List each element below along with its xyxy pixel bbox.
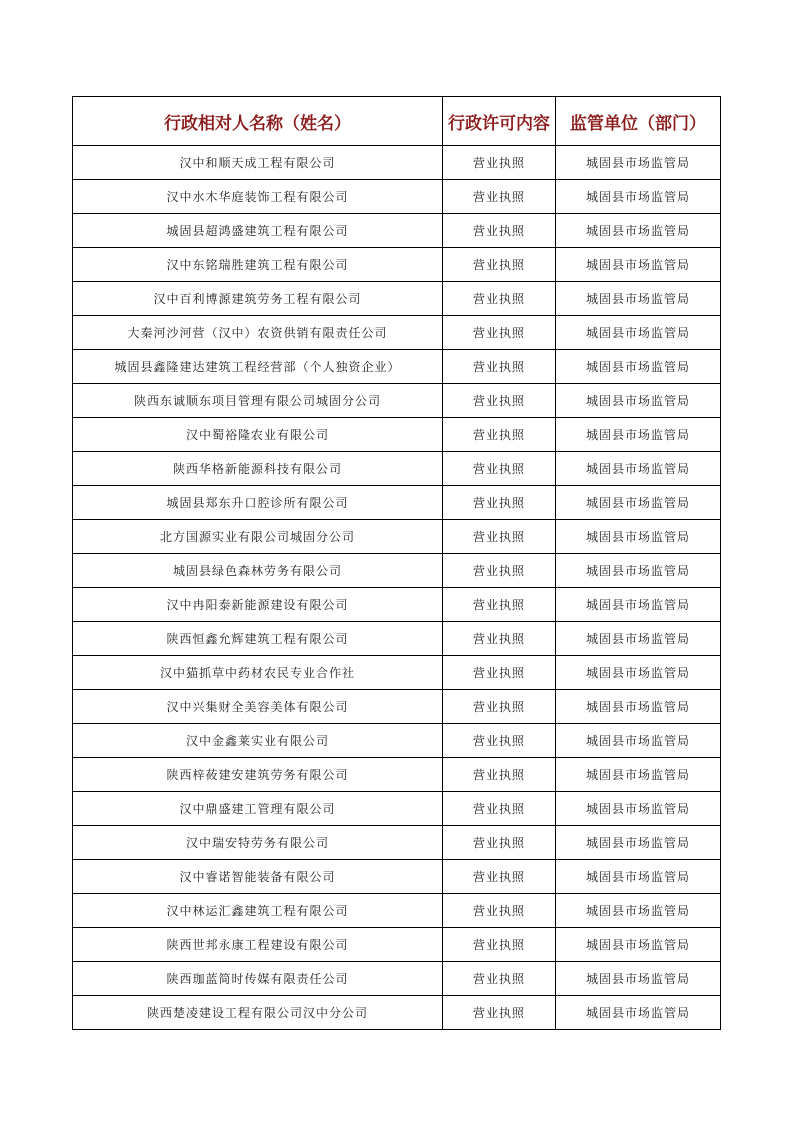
license-content-cell: 营业执照: [443, 180, 556, 214]
license-content-cell: 营业执照: [443, 316, 556, 350]
table-row: [73, 282, 721, 316]
entity-name-cell: 汉中睿诺智能装备有限公司: [73, 860, 443, 894]
license-content-cell: 营业执照: [443, 826, 556, 860]
supervising-unit-cell: 城固县市场监管局: [556, 180, 721, 214]
license-content-cell: 营业执照: [443, 418, 556, 452]
entity-name-cell: 陕西世邦永康工程建设有限公司: [73, 928, 443, 962]
supervising-unit-cell: 城固县市场监管局: [556, 214, 721, 248]
license-content-cell: 营业执照: [443, 724, 556, 758]
license-content-cell: 营业执照: [443, 520, 556, 554]
supervising-unit-cell: 城固县市场监管局: [556, 928, 721, 962]
entity-name-cell: 陕西恒鑫允辉建筑工程有限公司: [73, 622, 443, 656]
table-row: [73, 214, 721, 248]
entity-name-cell: 汉中东铭瑞胜建筑工程有限公司: [73, 248, 443, 282]
license-content-cell: 营业执照: [443, 350, 556, 384]
entity-name-cell: 城固县绿色森林劳务有限公司: [73, 554, 443, 588]
supervising-unit-cell: 城固县市场监管局: [556, 452, 721, 486]
header-license-content: 行政许可内容: [443, 97, 556, 146]
table-row: [73, 384, 721, 418]
license-content-cell: 营业执照: [443, 282, 556, 316]
table-row: [73, 316, 721, 350]
supervising-unit-cell: 城固县市场监管局: [556, 282, 721, 316]
supervising-unit-cell: 城固县市场监管局: [556, 758, 721, 792]
entity-name-cell: 汉中蜀裕隆农业有限公司: [73, 418, 443, 452]
entity-name-cell: 城固县鑫隆建达建筑工程经营部（个人独资企业）: [73, 350, 443, 384]
license-content-cell: 营业执照: [443, 248, 556, 282]
entity-name-cell: 北方国源实业有限公司城固分公司: [73, 520, 443, 554]
table-row: [73, 860, 721, 894]
license-content-cell: 营业执照: [443, 962, 556, 996]
supervising-unit-cell: 城固县市场监管局: [556, 690, 721, 724]
entity-name-cell: 汉中林运汇鑫建筑工程有限公司: [73, 894, 443, 928]
entity-name-cell: 汉中冉阳泰新能源建设有限公司: [73, 588, 443, 622]
entity-name-cell: 城固县郑东升口腔诊所有限公司: [73, 486, 443, 520]
supervising-unit-cell: 城固县市场监管局: [556, 520, 721, 554]
license-content-cell: 营业执照: [443, 894, 556, 928]
license-content-cell: 营业执照: [443, 928, 556, 962]
license-content-cell: 营业执照: [443, 996, 556, 1030]
table-row: [73, 962, 721, 996]
supervising-unit-cell: 城固县市场监管局: [556, 146, 721, 180]
table-row: [73, 690, 721, 724]
table-row: [73, 418, 721, 452]
table-body: [73, 146, 721, 1030]
entity-name-cell: 汉中瑞安特劳务有限公司: [73, 826, 443, 860]
license-content-cell: 营业执照: [443, 758, 556, 792]
license-content-cell: 营业执照: [443, 792, 556, 826]
table-row: [73, 758, 721, 792]
table-row: [73, 826, 721, 860]
entity-name-cell: 城固县超鸿盛建筑工程有限公司: [73, 214, 443, 248]
license-content-cell: 营业执照: [443, 588, 556, 622]
license-content-cell: 营业执照: [443, 860, 556, 894]
table-header: [73, 97, 721, 146]
supervising-unit-cell: 城固县市场监管局: [556, 724, 721, 758]
supervising-unit-cell: 城固县市场监管局: [556, 622, 721, 656]
license-content-cell: 营业执照: [443, 146, 556, 180]
supervising-unit-cell: 城固县市场监管局: [556, 792, 721, 826]
supervising-unit-cell: 城固县市场监管局: [556, 486, 721, 520]
entity-name-cell: 汉中猫抓草中药材农民专业合作社: [73, 656, 443, 690]
table-row: [73, 996, 721, 1030]
supervising-unit-cell: 城固县市场监管局: [556, 554, 721, 588]
table-row: [73, 486, 721, 520]
license-content-cell: 营业执照: [443, 384, 556, 418]
table-row: [73, 452, 721, 486]
table-row: [73, 146, 721, 180]
table-row: [73, 588, 721, 622]
supervising-unit-cell: 城固县市场监管局: [556, 248, 721, 282]
entity-name-cell: 汉中金鑫莱实业有限公司: [73, 724, 443, 758]
supervising-unit-cell: 城固县市场监管局: [556, 316, 721, 350]
table-row: [73, 894, 721, 928]
header-supervising-unit: 监管单位（部门）: [556, 97, 721, 146]
entity-name-cell: 陕西华格新能源科技有限公司: [73, 452, 443, 486]
header-row: [73, 97, 721, 146]
entity-name-cell: 汉中水木华庭装饰工程有限公司: [73, 180, 443, 214]
supervising-unit-cell: 城固县市场监管局: [556, 418, 721, 452]
license-table: [72, 96, 721, 1030]
license-content-cell: 营业执照: [443, 690, 556, 724]
entity-name-cell: 汉中百利博源建筑劳务工程有限公司: [73, 282, 443, 316]
entity-name-cell: 陕西东诚顺东项目管理有限公司城固分公司: [73, 384, 443, 418]
supervising-unit-cell: 城固县市场监管局: [556, 656, 721, 690]
header-entity-name: 行政相对人名称（姓名）: [73, 97, 443, 146]
entity-name-cell: 汉中鼎盛建工管理有限公司: [73, 792, 443, 826]
supervising-unit-cell: 城固县市场监管局: [556, 962, 721, 996]
table-row: [73, 180, 721, 214]
table-row: [73, 928, 721, 962]
supervising-unit-cell: 城固县市场监管局: [556, 826, 721, 860]
supervising-unit-cell: 城固县市场监管局: [556, 350, 721, 384]
entity-name-cell: 陕西楚凌建设工程有限公司汉中分公司: [73, 996, 443, 1030]
table-row: [73, 350, 721, 384]
license-content-cell: 营业执照: [443, 554, 556, 588]
license-content-cell: 营业执照: [443, 486, 556, 520]
entity-name-cell: 陕西梓莜建安建筑劳务有限公司: [73, 758, 443, 792]
supervising-unit-cell: 城固县市场监管局: [556, 588, 721, 622]
license-content-cell: 营业执照: [443, 452, 556, 486]
supervising-unit-cell: 城固县市场监管局: [556, 996, 721, 1030]
table-row: [73, 656, 721, 690]
entity-name-cell: 汉中兴集财全美容美体有限公司: [73, 690, 443, 724]
table-row: [73, 724, 721, 758]
table-row: [73, 554, 721, 588]
supervising-unit-cell: 城固县市场监管局: [556, 860, 721, 894]
supervising-unit-cell: 城固县市场监管局: [556, 384, 721, 418]
supervising-unit-cell: 城固县市场监管局: [556, 894, 721, 928]
table-row: [73, 792, 721, 826]
table-row: [73, 622, 721, 656]
entity-name-cell: 汉中和顺天成工程有限公司: [73, 146, 443, 180]
license-content-cell: 营业执照: [443, 214, 556, 248]
table-row: [73, 248, 721, 282]
entity-name-cell: 大秦河沙河营（汉中）农资供销有限责任公司: [73, 316, 443, 350]
license-content-cell: 营业执照: [443, 656, 556, 690]
table-row: [73, 520, 721, 554]
license-content-cell: 营业执照: [443, 622, 556, 656]
entity-name-cell: 陕西珈蓝简时传媒有限责任公司: [73, 962, 443, 996]
